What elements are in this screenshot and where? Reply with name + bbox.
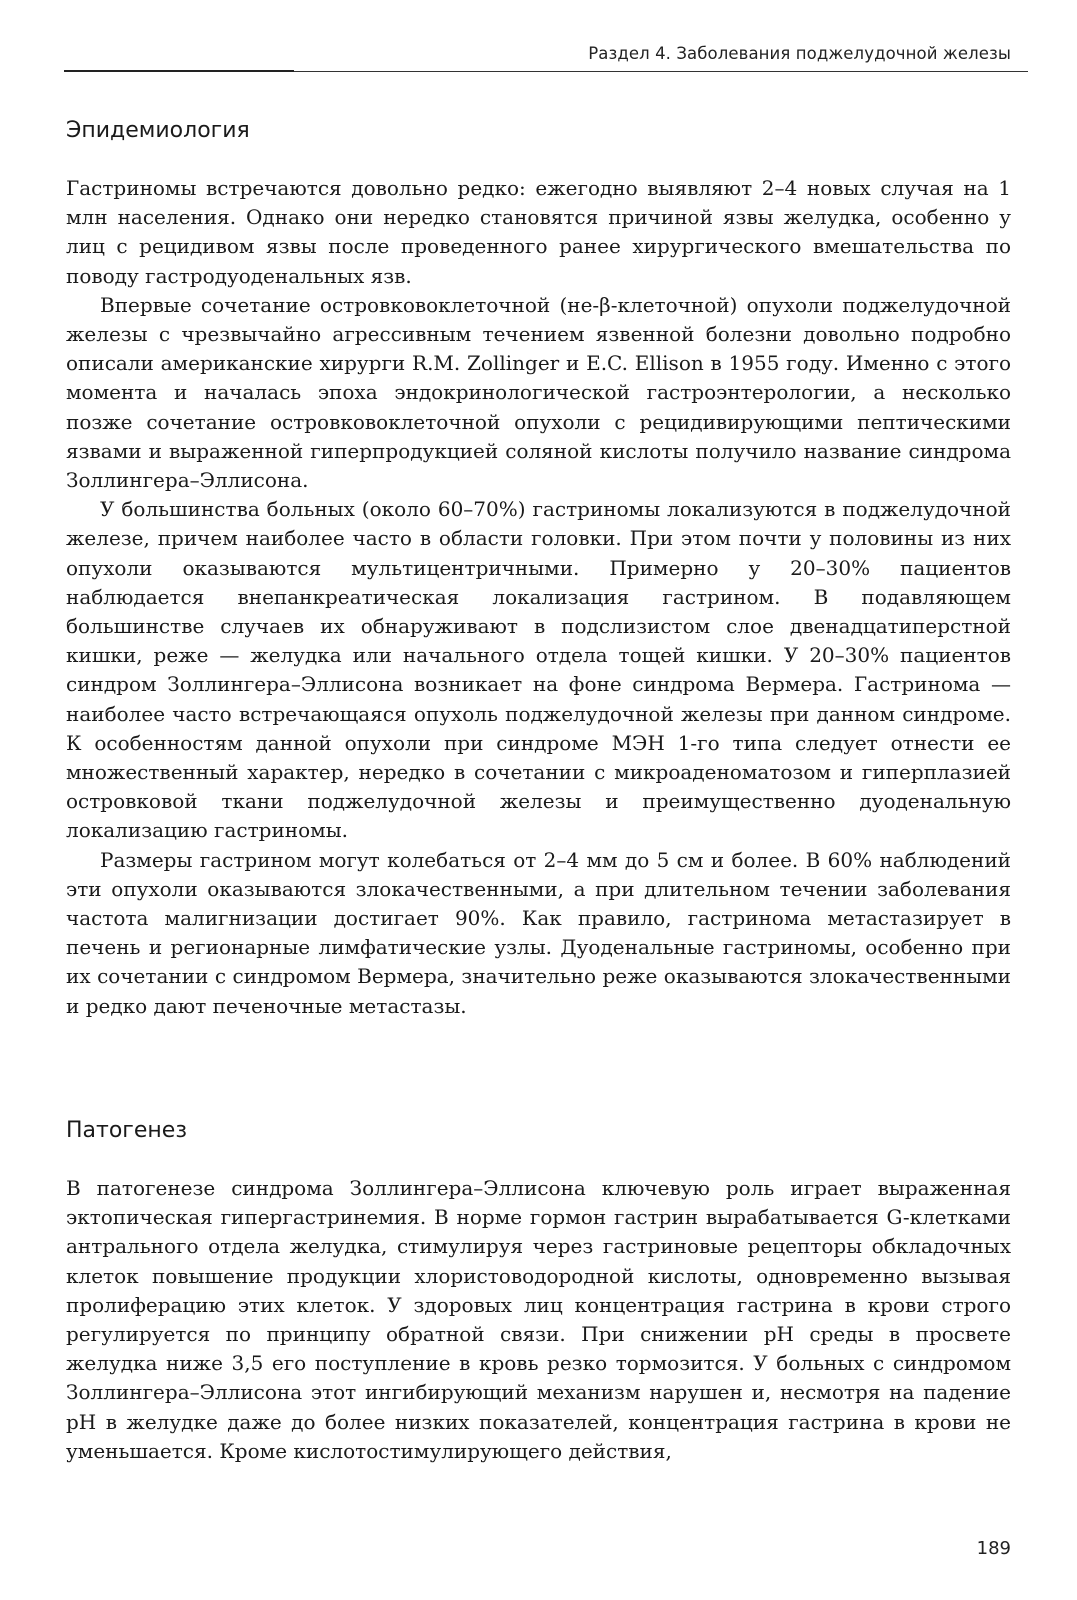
paragraph: В патогенезе синдрома Золлингера–Эллисона ключевую роль играет выраженная эктопическая гипергастринемия. В норме гормон гастрин вырабатывается G-клетками антрального отдела желудка, стимулируя через гастриновые рецепторы обкладочных клеток повышение продукции хлористоводородной кислоты, одновременно вызывая пролиферацию этих клеток. У здоровых лиц концентрация гастрина в крови строго регулируется по принципу обратной связи. При снижении pH среды в просвете желудка ниже 3,5 его поступление в кровь резко тормозится. У больных с синдромом Золлингера–Эллисона этот ингибирующий механизм нарушен и, несмотря на падение pH в желудке даже до более низких показателей, концентрация гастрина в крови не уменьшается. Кроме кислотостимулирующего действия, (66, 1176, 1011, 1463)
section-heading-pathogenesis: Патогенез (66, 1118, 188, 1143)
paragraph: Размеры гастрином могут колебаться от 2–4 мм до 5 см и более. В 60% наблюдений эти опухоли оказываются злокачественными, а при длительном течении заболевания частота малигнизации достигает 90%. Как правило, гастринома метастазирует в печень и регионарные лимфатические узлы. Дуоденальные гастриномы, особенно при их сочетании с синдромом Вермера, значительно реже оказываются злокачественными и редко дают печеночные метастазы. (66, 847, 1011, 1018)
page-number: 189 (976, 1538, 1011, 1559)
header-rule-accent (64, 70, 294, 72)
paragraph: У большинства больных (около 60–70%) гастриномы локализуются в поджелудочной железе, причем наиболее часто в области головки. При этом почти у половины из них опухоли оказываются мультицентричными. Примерно у 20–30% пациентов наблюдается внепанкреатическая локализация гастрином. В подавляющем большинстве случаев их обнаруживают в подслизистом слое двенадцатиперстной кишки, реже — желудка или начального отдела тощей кишки. У 20–30% пациентов синдром Золлингера–Эллисона возникает на фоне синдрома Вермера. Гастринома — наиболее часто встречающаяся опухоль поджелудочной железы при данном синдроме. К особенностям данной опухоли при синдроме МЭН 1-го типа следует отнести ее множественный характер, нередко в сочетании с микроаденоматозом и гиперплазией островковой ткани поджелудочной железы и преимущественно дуоденальную локализацию гастриномы. (66, 497, 1011, 843)
running-header: Раздел 4. Заболевания поджелудочной железы (588, 44, 1011, 63)
section-heading-epidemiology: Эпидемиология (66, 118, 250, 143)
section-body-pathogenesis (66, 1174, 1011, 1466)
paragraph: Гастриномы встречаются довольно редко: ежегодно выявляют 2–4 новых случая на 1 млн населения. Однако они нередко становятся причиной язвы желудка, особенно у лиц с рецидивом язвы после проведенного ранее хирургического вмешательства по поводу гастродуоденальных язв. (66, 176, 1011, 288)
section-body-epidemiology (66, 174, 1011, 1021)
paragraph: Впервые сочетание островковоклеточной (не-β-клеточной) опухоли поджелудочной железы с чрезвычайно агрессивным течением язвенной болезни довольно подробно описали американские хирурги R.M. Zollinger и E.C. Ellison в 1955 году. Именно с этого момента и началась эпоха эндокринологической гастроэнтерологии, а несколько позже сочетание островковоклеточной опухоли с рецидивирующими пептическими язвами и выраженной гиперпродукцией соляной кислоты получило название синдрома Золлингера–Эллисона. (66, 292, 1011, 493)
